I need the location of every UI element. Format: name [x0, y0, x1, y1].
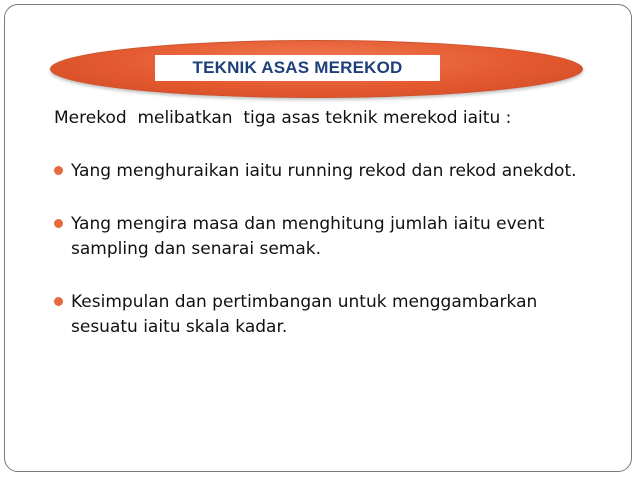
bullet-text: Yang menghuraikan iaitu running rekod dan rekod anekdot.	[71, 161, 577, 181]
bullet-item	[54, 159, 594, 184]
slide-title: TEKNIK ASAS MEREKOD	[155, 55, 440, 81]
bullet-item	[54, 290, 594, 340]
slide-content	[54, 106, 594, 368]
bullet-icon	[54, 219, 63, 228]
bullet-text: Yang mengira masa dan menghitung jumlah iaitu event sampling dan senarai semak.	[71, 214, 545, 259]
bullet-icon	[54, 297, 63, 306]
bullet-item	[54, 212, 594, 262]
bullet-text: Kesimpulan dan pertimbangan untuk menggambarkan sesuatu iaitu skala kadar.	[71, 292, 538, 337]
intro-text: Merekod melibatkan tiga asas teknik merekod iaitu :	[54, 108, 512, 128]
bullet-icon	[54, 166, 63, 175]
